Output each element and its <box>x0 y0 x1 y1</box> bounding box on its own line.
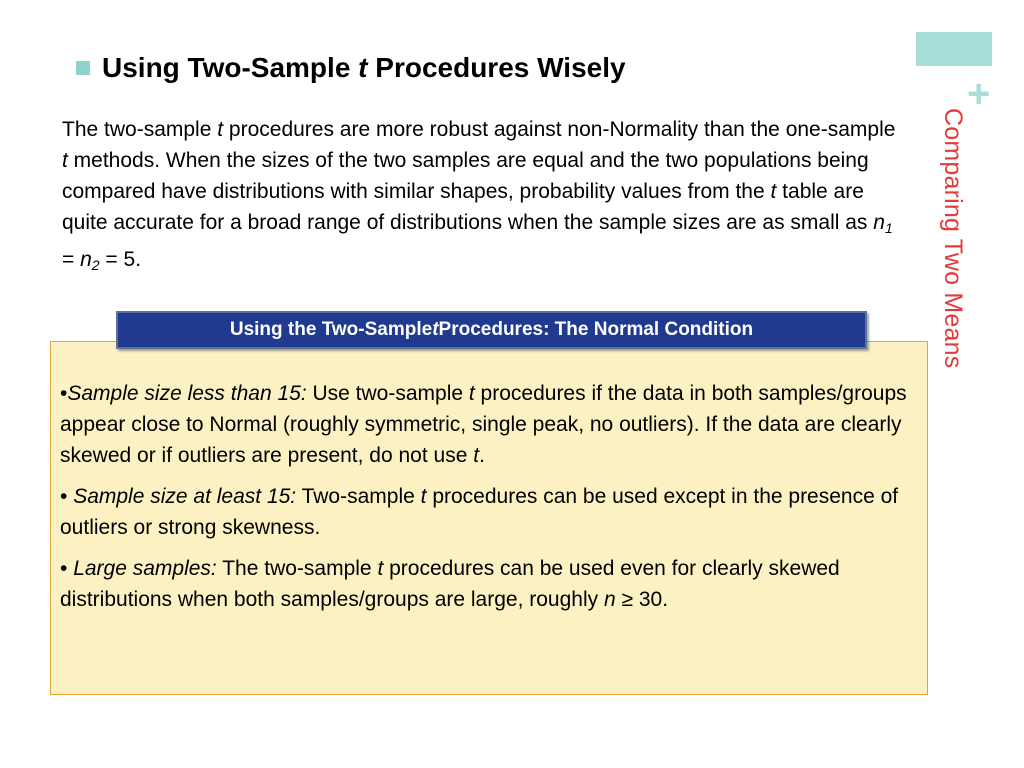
slide-title <box>76 52 626 84</box>
bullet-small-sample <box>60 378 920 471</box>
intro-text: = <box>62 248 81 271</box>
intro-paragraph <box>62 114 902 281</box>
bullet-italic-t: t <box>468 382 475 405</box>
title-part2: Procedures Wisely <box>367 52 626 83</box>
bullet-italic-t: t <box>377 557 384 580</box>
square-bullet-icon <box>76 61 90 75</box>
intro-italic-n: n <box>80 248 92 271</box>
bullet-text: . <box>479 444 485 467</box>
bullet-text: The two-sample <box>216 557 378 580</box>
box-body <box>60 378 920 625</box>
intro-text: procedures are more robust against non-Normality than the one-sample <box>223 118 896 141</box>
bullet-text: procedures can be used even for clearly skewed distributions when both samples/groups are large, roughly <box>60 557 840 611</box>
bullet-label: Sample size at least 15: <box>73 485 297 508</box>
intro-italic-t: t <box>770 180 777 203</box>
plus-icon: + <box>967 72 991 116</box>
title-italic-t: t <box>358 52 368 83</box>
bullet-large-sample <box>60 553 920 615</box>
intro-text: table are quite accurate for a broad range of distributions when the sample sizes are as small as <box>62 180 874 234</box>
intro-text: methods. When the sizes of the two samples are equal and the two populations being compared have distributions with similar shapes, probability values from the <box>62 149 869 203</box>
bullet-medium-sample <box>60 481 920 543</box>
bullet-italic-t: t <box>420 485 427 508</box>
side-title: Comparing Two Means <box>939 108 967 369</box>
intro-italic-t: t <box>62 149 68 172</box>
bullet-text: ≥ 30. <box>615 588 669 611</box>
bullet-label: Sample size less than 15: <box>67 382 307 405</box>
intro-text: = 5. <box>99 248 142 271</box>
intro-italic-t: t <box>217 118 224 141</box>
bullet-marker: • <box>60 382 68 405</box>
bullet-italic-n: n <box>603 588 616 611</box>
title-part1: Using Two-Sample <box>102 52 359 83</box>
bullet-text: Use two-sample <box>306 382 469 405</box>
intro-text: The two-sample <box>62 118 218 141</box>
box-header-italic-t: t <box>432 319 439 340</box>
intro-subscript: 1 <box>884 220 893 236</box>
bullet-text: Two-sample <box>296 485 421 508</box>
slide-title-text <box>102 52 626 84</box>
intro-subscript: 2 <box>91 257 100 273</box>
box-header-part2: Procedures: The Normal Condition <box>438 319 754 340</box>
bullet-text: procedures can be used except in the presence of outliers or strong skewness. <box>60 485 899 539</box>
bullet-text: procedures if the data in both samples/groups appear close to Normal (roughly symmetric, single peak, no outliers). If the data are clearly skewed or if outliers are present, do not use <box>60 382 907 467</box>
bullet-italic-t: t <box>473 444 480 467</box>
bullet-label: Large samples: <box>73 557 217 580</box>
bullet-marker: • <box>60 557 74 580</box>
intro-italic-n: n <box>873 211 885 234</box>
decorative-color-bar <box>916 32 992 66</box>
bullet-marker: • <box>60 485 74 508</box>
box-header <box>116 311 867 349</box>
box-header-part1: Using the Two-Sample <box>229 319 433 340</box>
